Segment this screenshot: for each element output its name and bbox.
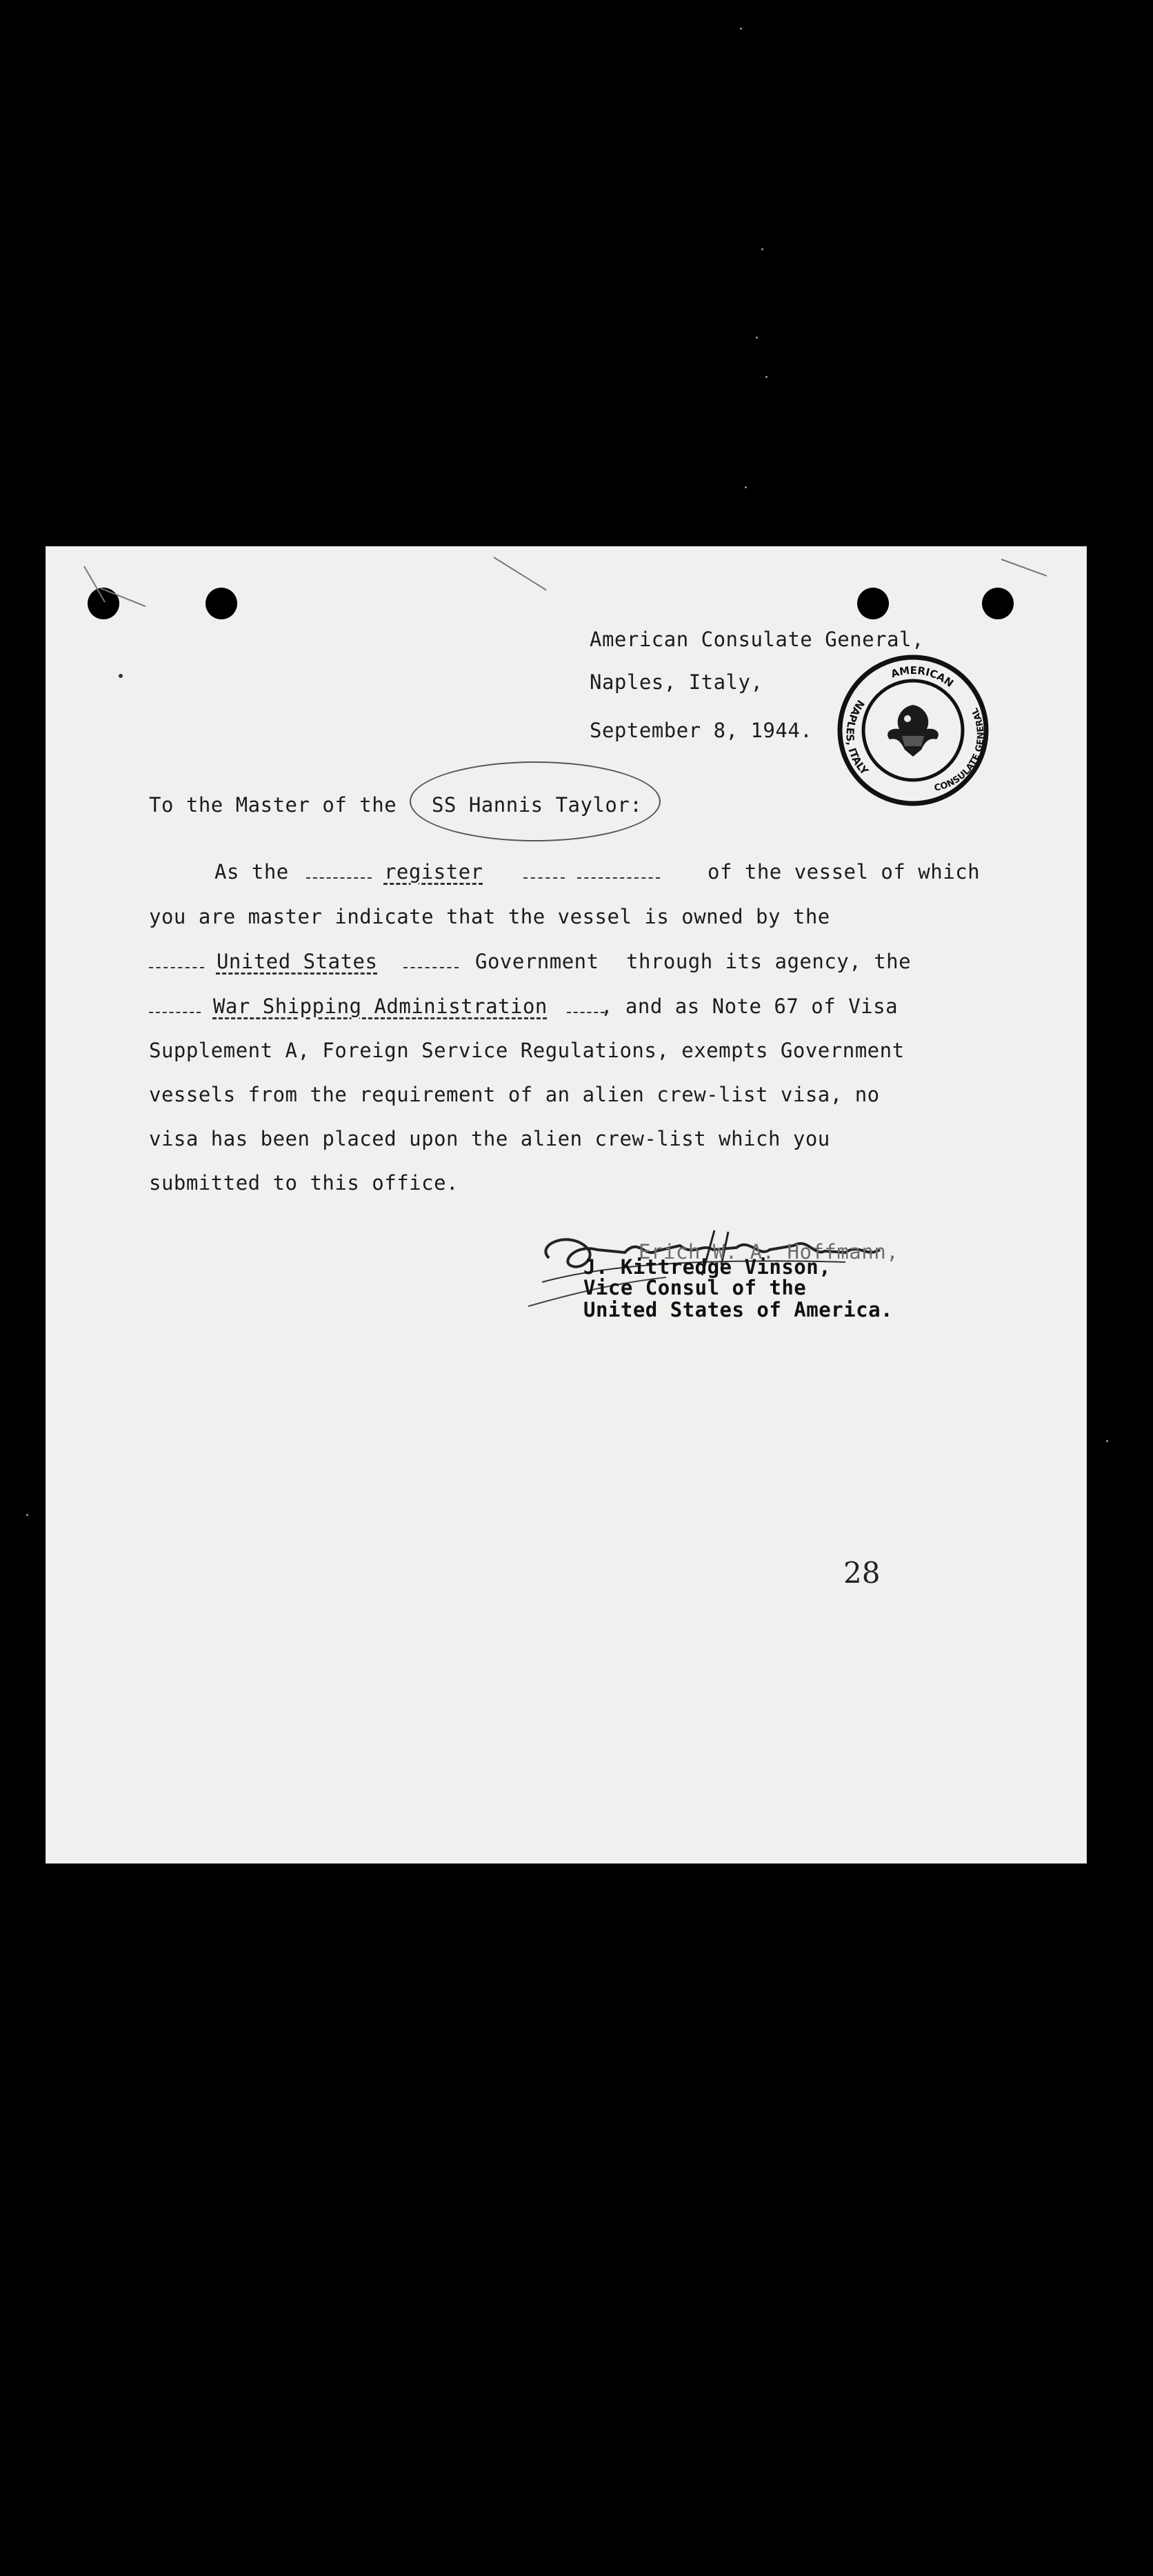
scan-speck xyxy=(761,248,763,250)
blank-dash xyxy=(567,1011,605,1013)
svg-text:AMERICAN xyxy=(890,664,956,690)
scratch-mark xyxy=(493,557,546,590)
body-line-4-fill xyxy=(149,995,605,1018)
body-line-3-mid: Government xyxy=(475,950,599,973)
punch-hole xyxy=(982,588,1014,619)
body-line-3-end: through its agency, the xyxy=(626,950,912,973)
owner-entry: United States xyxy=(216,950,378,973)
seal-text-left: NAPLES, ITALY xyxy=(843,697,871,777)
body-line-1-start: As the xyxy=(214,860,289,883)
seal-text-right: CONSULATE GENERAL xyxy=(933,706,987,794)
blank-dash xyxy=(403,966,459,968)
typed-name: J. Kittredge Vinson, xyxy=(583,1255,832,1279)
scan-speck xyxy=(740,28,742,30)
blank-dash xyxy=(149,1011,201,1013)
agency-entry: War Shipping Administration xyxy=(212,995,548,1018)
consulate-city: Naples, Italy, xyxy=(590,670,763,694)
punch-hole xyxy=(205,588,237,619)
scan-speck xyxy=(119,674,123,678)
body-line-5: Supplement A, Foreign Service Regulations, exempts Government xyxy=(149,1039,905,1062)
body-line-3-fill xyxy=(149,950,459,973)
scan-speck xyxy=(745,486,747,488)
typed-name-faint: Erich W. A. Hoffmann, xyxy=(639,1240,899,1264)
scratch-mark xyxy=(1001,559,1047,577)
punch-hole xyxy=(88,588,119,619)
consular-seal-stamp xyxy=(836,653,991,808)
punch-hole xyxy=(857,588,889,619)
letter-date: September 8, 1944. xyxy=(590,719,813,742)
body-line-7: visa has been placed upon the alien crew-list which you xyxy=(149,1127,830,1150)
signer-title-line-2: United States of America. xyxy=(583,1298,893,1321)
blank-dash xyxy=(577,877,660,879)
scan-speck xyxy=(756,337,758,339)
salutation-prefix: To the Master of the xyxy=(149,793,397,817)
body-line-6: vessels from the requirement of an alien crew-list visa, no xyxy=(149,1083,880,1106)
scan-speck xyxy=(1106,1440,1108,1442)
body-line-4-end: , and as Note 67 of Visa xyxy=(601,995,899,1018)
page-number: 28 xyxy=(843,1556,881,1590)
body-line-2: you are master indicate that the vessel is owned by the xyxy=(149,905,830,928)
seal-text-top: AMERICAN xyxy=(889,663,956,690)
consulate-name: American Consulate General, xyxy=(590,628,924,651)
body-line-1-fill xyxy=(306,860,660,883)
body-line-8: submitted to this office. xyxy=(149,1171,459,1195)
body-line-1-end: of the vessel of which xyxy=(708,860,981,883)
blank-dash xyxy=(523,877,565,879)
signer-title-line-1: Vice Consul of the xyxy=(583,1276,807,1299)
blank-dash xyxy=(306,877,372,879)
scan-speck xyxy=(26,1514,28,1516)
vessel-name: SS Hannis Taylor: xyxy=(432,793,643,817)
blank-dash xyxy=(149,966,204,968)
eagle-emblem-icon xyxy=(888,705,939,757)
register-entry: register xyxy=(383,860,483,883)
scan-speck xyxy=(765,376,768,378)
